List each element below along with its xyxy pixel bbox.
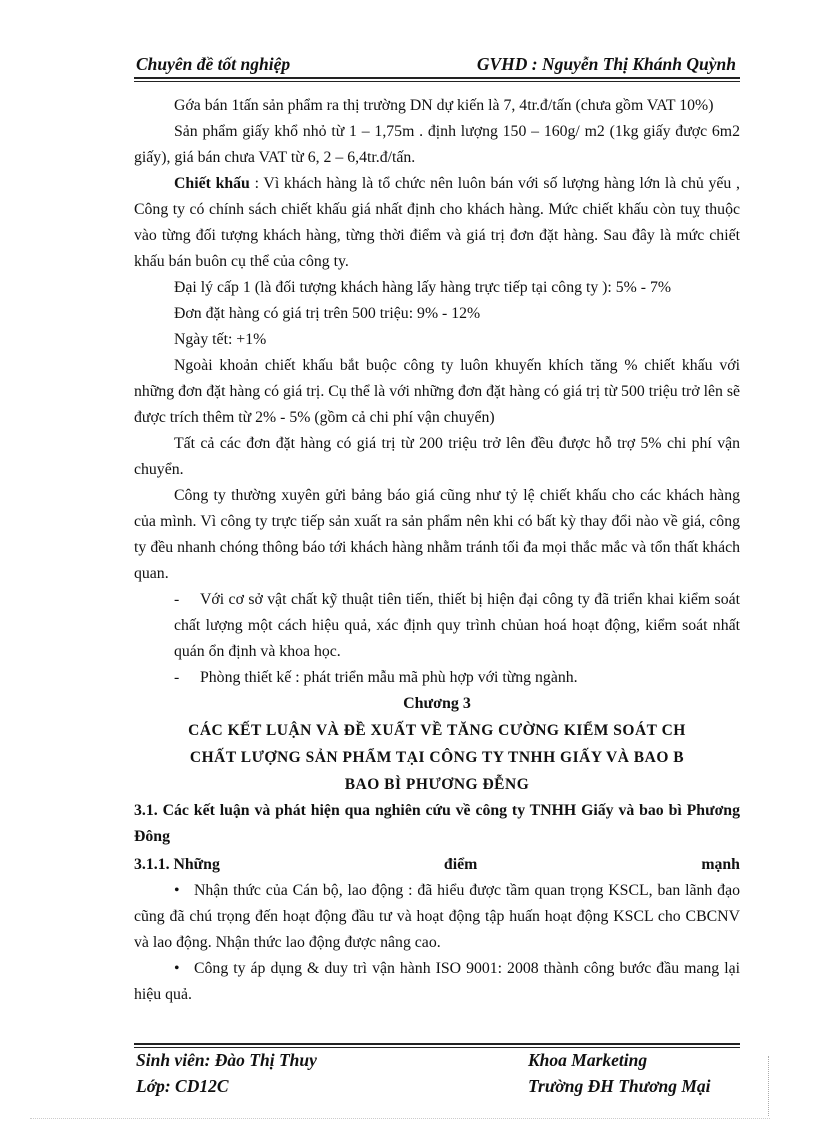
bullet-item (134, 878, 740, 956)
paragraph: Tất cả các đơn đặt hàng có giá trị từ 200 triệu trở lên đều được hỗ trợ 5% chi phí vận chuyển. (134, 435, 740, 478)
subsection-heading-part: mạnh (701, 856, 740, 873)
subsection-heading (134, 850, 740, 878)
paragraph-discount (134, 171, 740, 275)
dash-marker: - (174, 591, 180, 608)
discount-term: Chiết khấu (174, 175, 250, 192)
section-heading: 3.1. Các kết luận và phát hiện qua nghiên cứu về công ty TNHH Giấy và bao bì Phương Đông (134, 802, 740, 845)
header-advisor: GVHD : Nguyễn Thị Khánh Quỳnh (476, 54, 736, 74)
chapter-title-line: BAO BÌ PHƯƠNG ĐỄNG (344, 776, 530, 793)
document-body (134, 93, 740, 1008)
footer-school: Trường ĐH Thương Mại (528, 1076, 711, 1096)
dash-marker: - (174, 669, 180, 686)
page-footer (134, 1050, 740, 1102)
footer-rule (134, 1043, 740, 1045)
page-corner-mark (768, 1056, 770, 1116)
footer-rule-thin (134, 1047, 740, 1048)
paragraph: Ngoài khoản chiết khấu bắt buộc công ty luôn khuyến khích tăng % chiết khấu với những đơn đặt hàng có giá trị. Cụ thể là với những đơn đặt hàng có giá trị từ 500 triệu trở lên sẽ được trích thêm từ 2% - 5% (gồm cả chi phí vận chuyển) (134, 357, 740, 426)
page-bottom-dotted-line (30, 1118, 770, 1119)
chapter-title-line: CÁC KẾT LUẬN VÀ ĐỀ XUẤT VỀ TĂNG CƯỜNG KIỂM SOÁT CH (188, 722, 686, 739)
dash-item (134, 587, 740, 665)
dash-item-text: Với cơ sở vật chất kỹ thuật tiên tiến, thiết bị hiện đại công ty đã triển khai kiểm soát chất lượng một cách hiệu quả, xác định quy trình chủan hoá hoạt động, kiểm soát nhất quán ổn định và khoa học. (174, 591, 740, 660)
chapter-title-line: CHẤT LƯỢNG SẢN PHẨM TẠI CÔNG TY TNHH GIẤY VÀ BAO B (189, 749, 685, 766)
footer-student: Sinh viên: Đào Thị Thuy (136, 1050, 317, 1070)
bullet-marker: • (174, 882, 180, 899)
header-report-title: Chuyên đề tốt nghiệp (136, 54, 291, 74)
header-rule (134, 77, 740, 79)
subsection-heading-part: điểm (443, 856, 478, 873)
paragraph: Công ty thường xuyên gửi bảng báo giá cũng như tỷ lệ chiết khấu cho các khách hàng của mình. Vì công ty trực tiếp sản xuất ra sản phẩm nên khi có bất kỳ thay đổi nào về giá, công ty đều nhanh chóng thông báo tới khách hàng nhằm tránh tối đa mọi thắc mắc và tổn thất khách quan. (134, 487, 740, 582)
subsection-heading-part: 3.1.1. Những (134, 856, 220, 873)
paragraph: Sản phẩm giấy khổ nhỏ từ 1 – 1,75m . định lượng 150 – 160g/ m2 (1kg giấy được 6m2 giấy), giá bán chưa VAT từ 6, 2 – 6,4tr.đ/tấn. (134, 123, 740, 166)
dash-item-text: Phòng thiết kế : phát triển mẫu mã phù hợp với từng ngành. (200, 669, 578, 686)
footer-class: Lớp: CD12C (136, 1076, 229, 1096)
bullet-item-text: Công ty áp dụng & duy trì vận hành ISO 9001: 2008 thành công bước đầu mang lại hiệu quả. (134, 960, 740, 1003)
bullet-item-text: Nhận thức của Cán bộ, lao động : đã hiểu được tầm quan trọng KSCL, ban lãnh đạo cũng đã chú trọng đến hoạt động đầu tư và hoạt động tập huấn hoạt động KSCL cho CBCNV và lao động. Nhận thức lao động được nâng cao. (134, 882, 740, 951)
dash-item (134, 665, 740, 691)
paragraph: Gớa bán 1tấn sản phẩm ra thị trường DN dự kiến là 7, 4tr.đ/tấn (chưa gồm VAT 10%) (174, 97, 714, 114)
header-rule-thin (134, 81, 740, 82)
discount-text: : Vì khách hàng là tổ chức nên luôn bán với số lượng hàng lớn là chủ yếu , Công ty có chính sách chiết khấu giá nhất định cho khách hàng. Mức chiết khấu còn tuỵ thuộc vào từng đối tượng khách hàng, từng thời điểm và giá trị đơn đặt hàng. Sau đây là mức chiết khấu bán buôn cụ thể của công ty. (134, 175, 740, 270)
paragraph: Ngày tết: +1% (174, 331, 267, 348)
bullet-item (134, 956, 740, 1008)
paragraph: Đơn đặt hàng có giá trị trên 500 triệu: 9% - 12% (174, 305, 481, 322)
bullet-marker: • (174, 960, 180, 977)
paragraph: Đại lý cấp 1 (là đối tượng khách hàng lấy hàng trực tiếp tại công ty ): 5% - 7% (174, 279, 672, 296)
chapter-label: Chương 3 (403, 695, 471, 712)
footer-faculty: Khoa Marketing (528, 1050, 648, 1070)
